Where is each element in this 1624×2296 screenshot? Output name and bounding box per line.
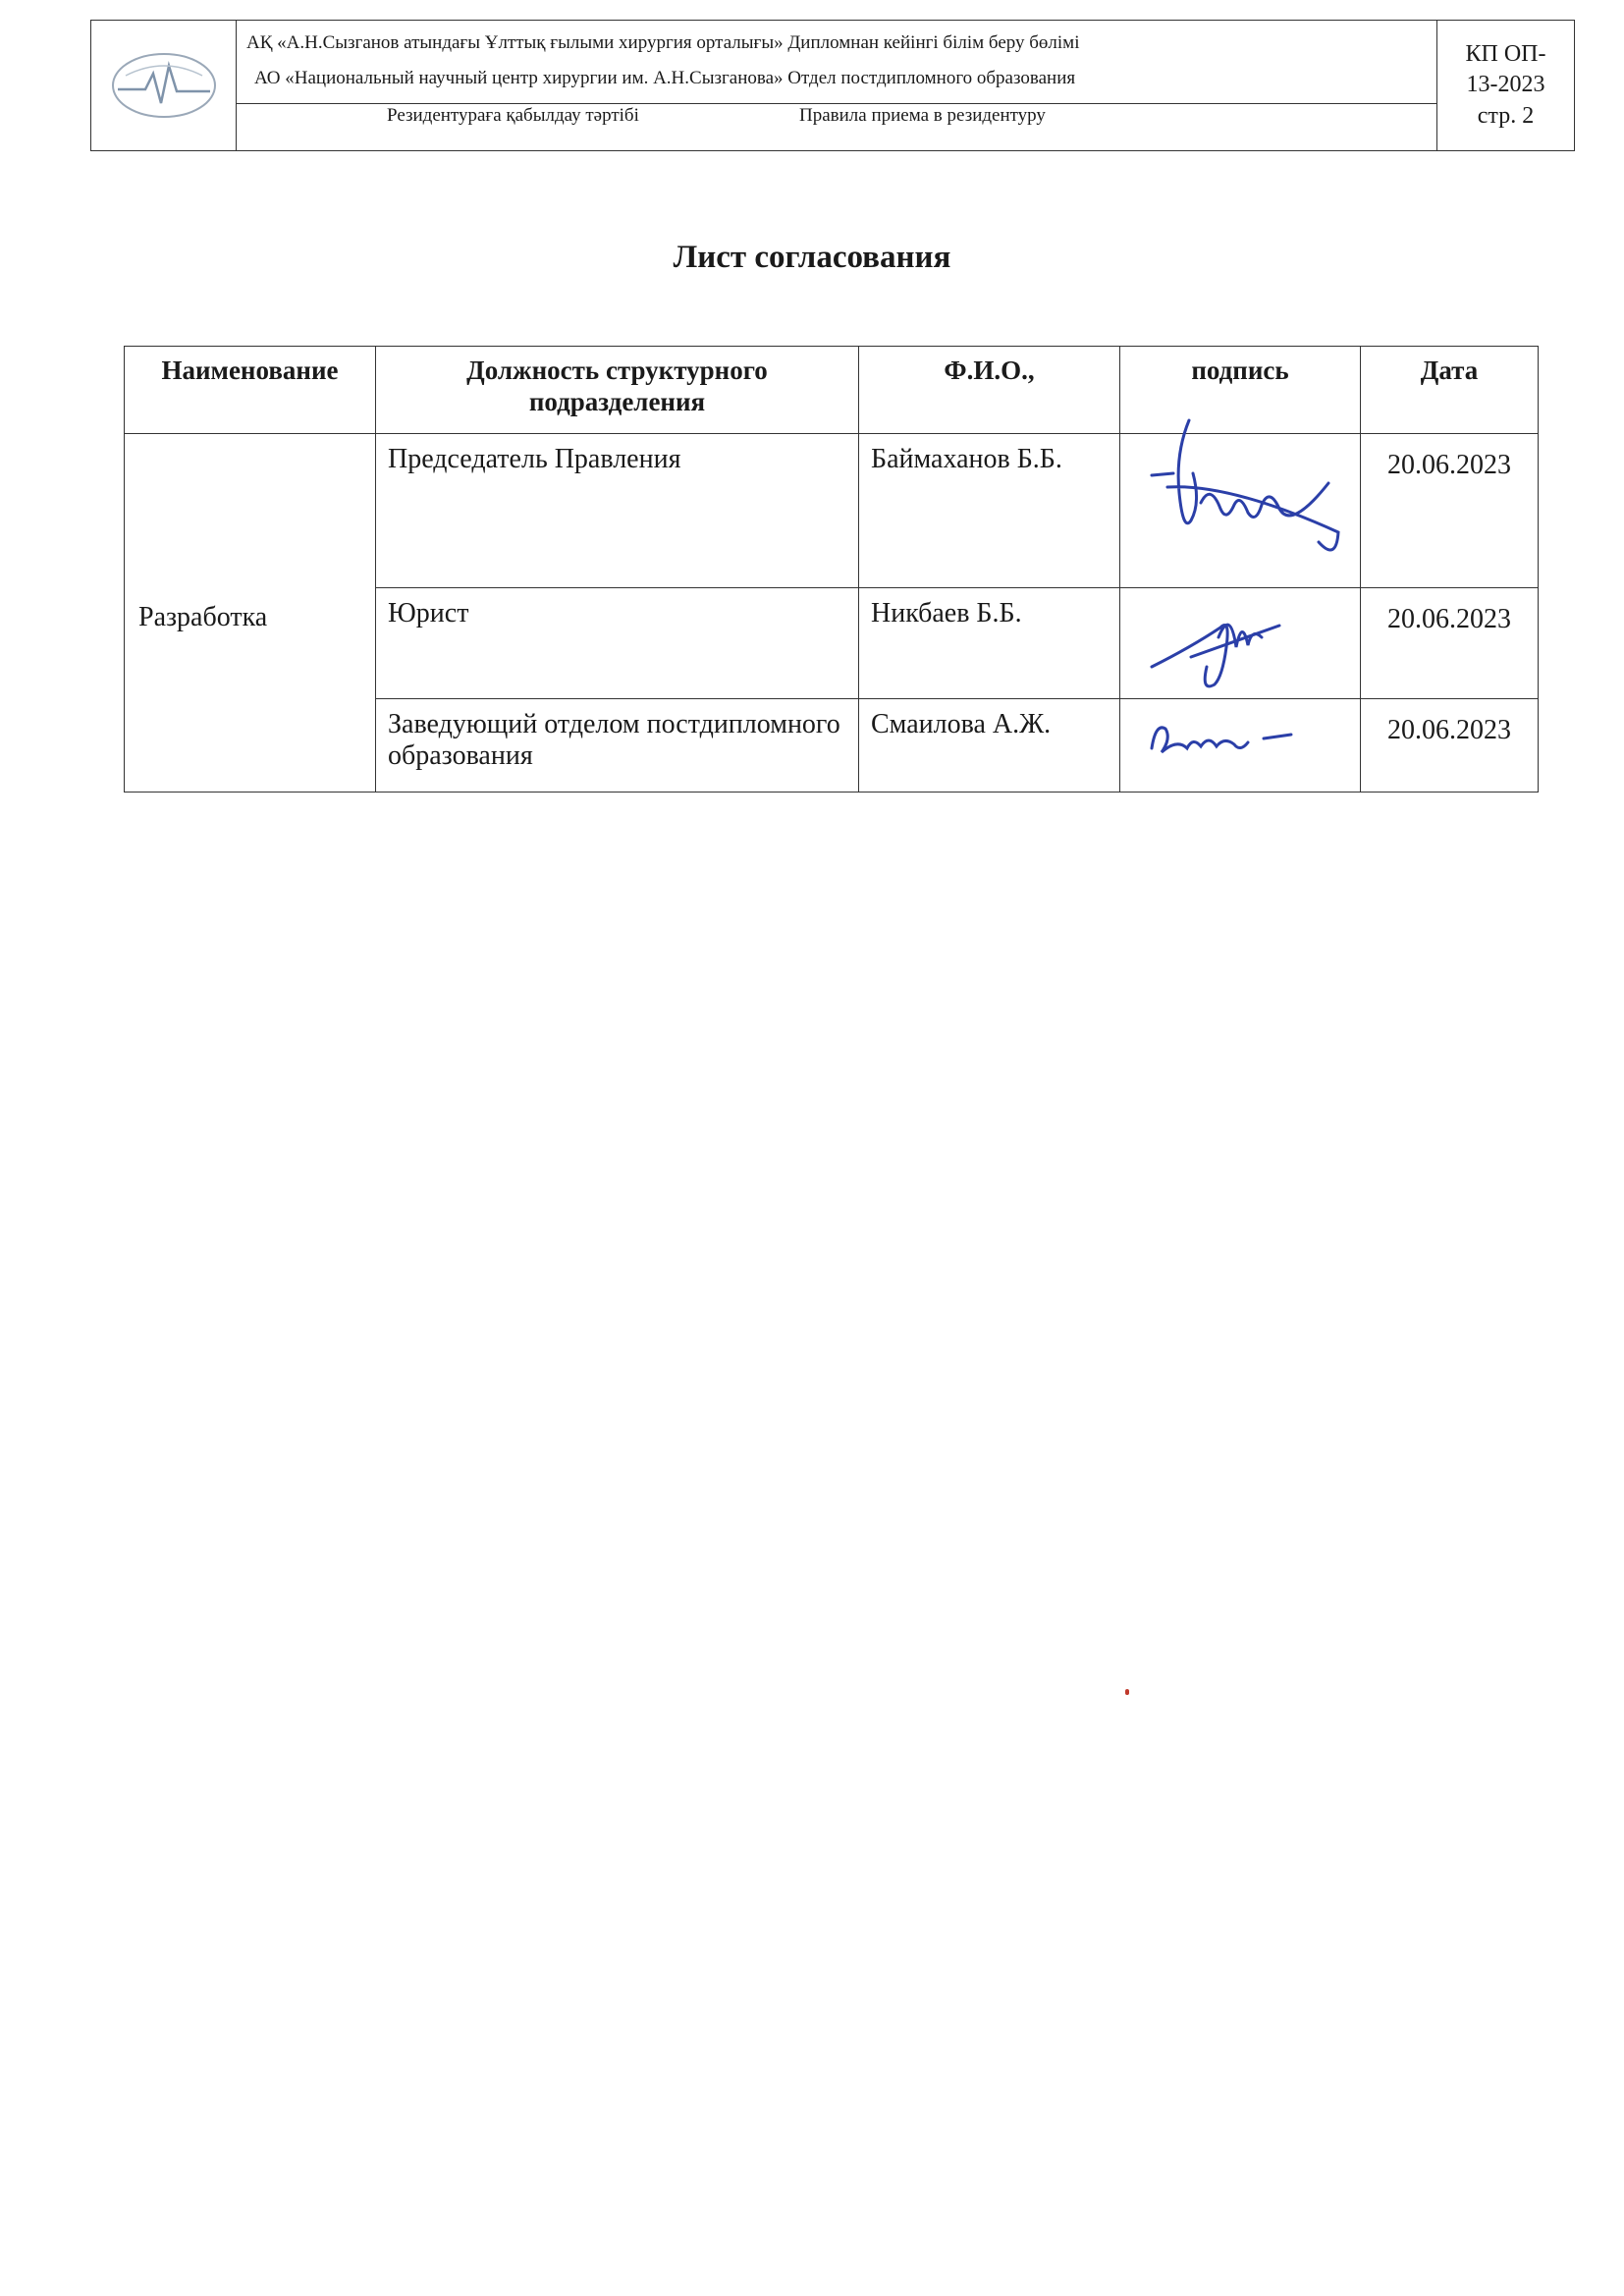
- org-name-kz: АҚ «А.Н.Сызганов атындағы Ұлттық ғылыми хирургия орталығы» Дипломнан кейінгі білім беру бөлімі: [246, 32, 1080, 53]
- header-date: Дата: [1361, 347, 1539, 434]
- header-name: Наименование: [125, 347, 376, 434]
- position-cell: Юрист: [376, 588, 859, 699]
- date-cell: 20.06.2023: [1361, 699, 1539, 793]
- header-fio: Ф.И.О.,: [859, 347, 1120, 434]
- approval-table: [124, 346, 1539, 793]
- header-divider: [237, 103, 1436, 104]
- document-header: [90, 20, 1575, 151]
- scan-mark: [1125, 1689, 1129, 1695]
- position-cell: Заведующий отделом постдипломного образования: [376, 699, 859, 793]
- doc-code-line2: 13-2023: [1466, 72, 1545, 98]
- header-title-area: [237, 21, 1437, 150]
- org-name-ru: АО «Национальный научный центр хирургии им. А.Н.Сызганова» Отдел постдипломного образования: [254, 68, 1076, 88]
- doc-code-line1: КП ОП-: [1465, 41, 1546, 68]
- org-logo: [91, 21, 237, 150]
- date-cell: 20.06.2023: [1361, 434, 1539, 588]
- fio-cell: Никбаев Б.Б.: [859, 588, 1120, 699]
- doc-title-kz: Резидентураға қабылдау тәртібі: [387, 105, 639, 126]
- doc-title-ru: Правила приема в резидентуру: [799, 105, 1046, 126]
- signature-cell: [1120, 588, 1361, 699]
- position-cell: Председатель Правления: [376, 434, 859, 588]
- signature-icon: [1132, 709, 1328, 768]
- signature-cell: [1120, 699, 1361, 793]
- page-title: Лист согласования: [673, 240, 951, 275]
- doc-code: [1437, 21, 1574, 150]
- page-number: стр. 2: [1477, 102, 1535, 129]
- header-position: Должность структурного подразделения: [376, 347, 859, 434]
- signature-cell: [1120, 434, 1361, 588]
- header-signature: подпись: [1120, 347, 1361, 434]
- table-row: [125, 434, 1539, 588]
- signature-icon: [1132, 598, 1348, 696]
- heart-pulse-logo-icon: [106, 46, 222, 125]
- stage-cell: Разработка: [125, 434, 376, 793]
- date-cell: 20.06.2023: [1361, 588, 1539, 699]
- fio-cell: Смаилова А.Ж.: [859, 699, 1120, 793]
- signature-icon: [1132, 414, 1348, 562]
- fio-cell: Баймаханов Б.Б.: [859, 434, 1120, 588]
